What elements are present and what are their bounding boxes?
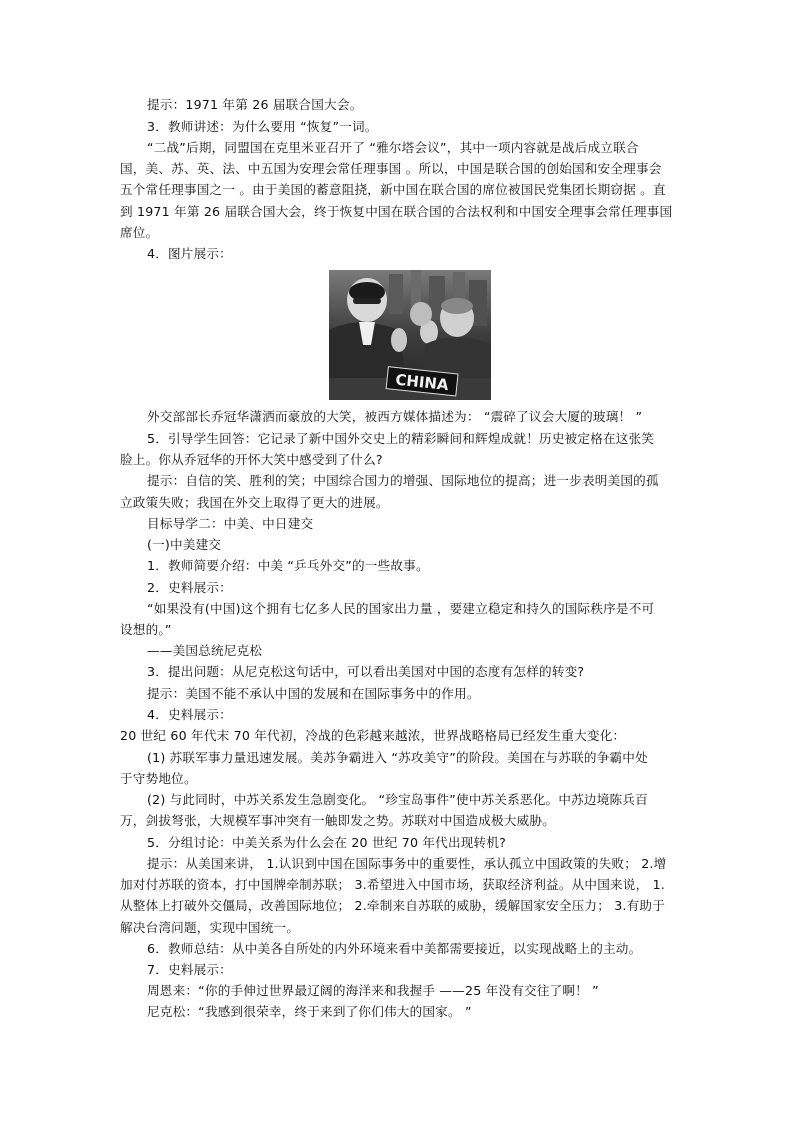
text-line: 从整体上打破外交僵局，改善国际地位； 2.牵制来自苏联的威胁，缓解国家安全压力； 3.有助于: [120, 898, 665, 913]
photo-qiao-guanhua-laughing: [329, 270, 491, 400]
text-line: “二战”后期，同盟国在克里米亚召开了 “雅尔塔会议”，其中一项内容就是战后成立联合: [147, 140, 639, 155]
text-line: 2．史料展示：: [147, 580, 232, 595]
text-line: 3．教师讲述：为什么要用 “恢复”一词。: [147, 119, 378, 134]
text-line: 加对付苏联的资本，打中国牌牵制苏联； 3.希望进入中国市场，获取经济利益。从中国来说， 1.: [120, 877, 665, 892]
text-line: 5．分组讨论：中美关系为什么会在 20 世纪 70 年代出现转机?: [147, 835, 507, 850]
text-line: 提示：从美国来讲， 1.认识到中国在国际事务中的重要性，承认孤立中国政策的失败； 2.增: [147, 856, 667, 871]
quote-attribution: ——美国总统尼克松: [147, 643, 263, 658]
text-line: 席位。: [120, 225, 159, 240]
quote-line: 设想的。”: [120, 622, 172, 637]
text-line: 万，剑拔弩张，大规模军事冲突有一触即发之势。苏联对中国造成极大威胁。: [120, 813, 555, 828]
text-line: 五个常任理事国之一 。由于美国的蓄意阻挠，新中国在联合国的席位被国民党集团长期窃据 。直: [120, 182, 666, 197]
text-line: 提示：1971 年第 26 届联合国大会。: [147, 97, 363, 112]
quote-line: “如果没有(中国)这个拥有七亿多人民的国家出力量 ，要建立稳定和持久的国际秩序是不可: [147, 601, 655, 616]
text-line: 4．图片展示：: [147, 246, 232, 261]
text-line: 1．教师简要介绍：中美 “乒乓外交”的一些故事。: [147, 558, 429, 573]
text-line: 20 世纪 60 年代末 70 年代初，冷战的色彩越来越浓，世界战略格局已经发生重大变化：: [120, 728, 626, 743]
text-line: (1) 苏联军事力量迅速发展。美苏争霸进入 “苏攻美守”的阶段。美国在与苏联的争霸中处: [147, 750, 648, 765]
text-line: 到 1971 年第 26 届联合国大会，终于恢复中国在联合国的合法权利和中国安全理事会常任理事国: [120, 204, 673, 219]
text-line: 解决台湾问题，实现中国统一。: [120, 920, 300, 935]
text-line: 提示：自信的笑、胜利的笑；中国综合国力的增强、国际地位的提高；进一步表明美国的孤: [147, 473, 659, 488]
subsection-heading: (一)中美建交: [147, 537, 222, 552]
text-line: 外交部部长乔冠华潇洒而豪放的大笑，被西方媒体描述为： “震碎了议会大厦的玻璃！ ”: [147, 409, 643, 424]
quote-line: 尼克松：“我感到很荣幸，终于来到了你们伟大的国家。 ”: [147, 1004, 472, 1019]
text-line: 提示：美国不能不承认中国的发展和在国际事务中的作用。: [147, 686, 480, 701]
text-line: 脸上。你从乔冠华的开怀大笑中感受到了什么?: [120, 452, 383, 467]
text-line: 6．教师总结：从中美各自所处的内外环境来看中美都需要接近，以实现战略上的主动。: [147, 941, 642, 956]
section-heading: 目标导学二：中美、中日建交: [147, 516, 314, 531]
text-line: 4．史料展示：: [147, 707, 232, 722]
text-line: 于守势地位。: [120, 771, 197, 786]
text-line: 3．提出问题：从尼克松这句话中，可以看出美国对中国的态度有怎样的转变?: [147, 664, 585, 679]
text-line: (2) 与此同时，中苏关系发生急剧变化。 “珍宝岛事件”使中苏关系恶化。中苏边境陈兵百: [147, 792, 648, 807]
text-line: 5．引导学生回答：它记录了新中国外交史上的精彩瞬间和辉煌成就！历史被定格在这张笑: [147, 431, 655, 446]
nameplate-text: CHINA: [394, 370, 450, 395]
text-line: 立政策失败；我国在外交上取得了更大的进展。: [120, 495, 389, 510]
quote-line: 周恩来：“你的手伸过世界最辽阔的海洋来和我握手 ——25 年没有交往了啊！ ”: [147, 983, 599, 998]
text-line: 国，美、苏、英、法、中五国为安理会常任理事国 。所以，中国是联合国的创始国和安全理事会: [120, 161, 662, 176]
text-line: 7．史料展示：: [147, 962, 232, 977]
